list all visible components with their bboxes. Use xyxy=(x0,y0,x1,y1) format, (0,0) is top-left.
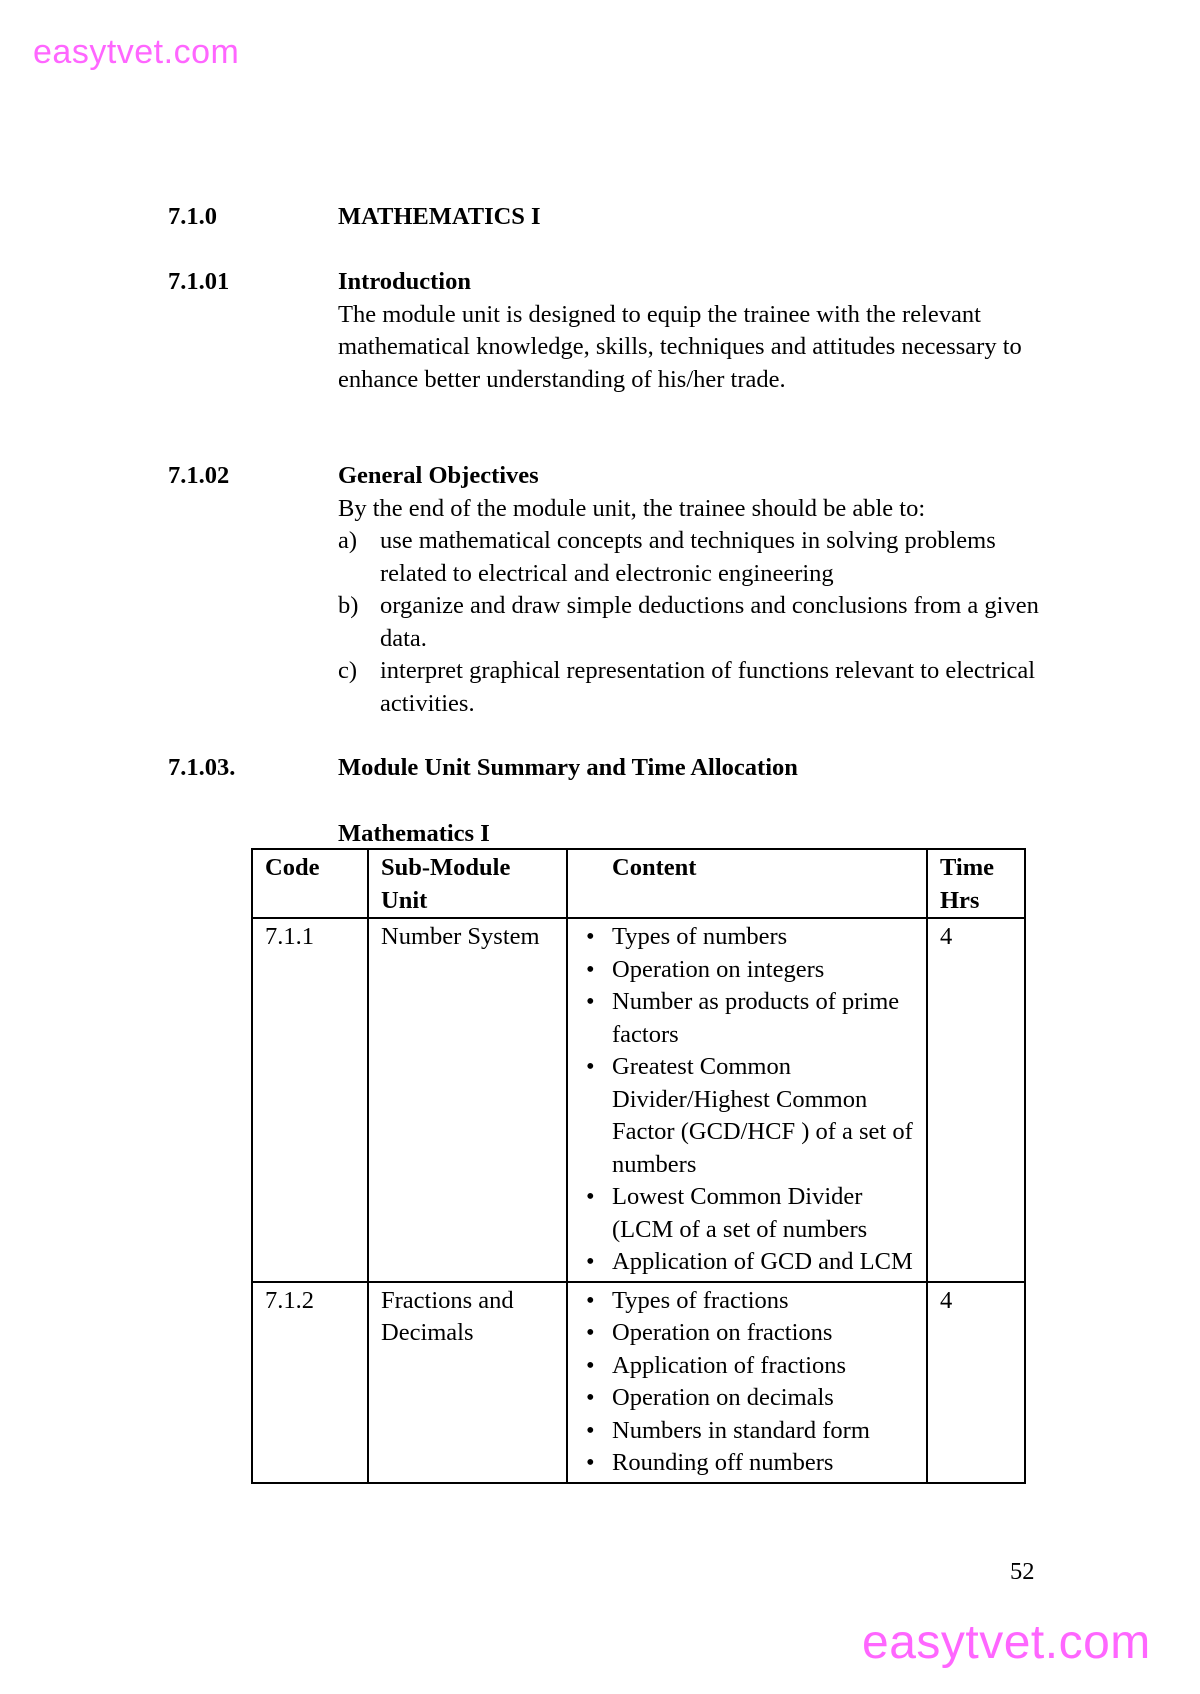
objectives-lead: By the end of the module unit, the trainee should be able to: xyxy=(338,494,926,522)
content-item: • Application of GCD and LCM xyxy=(580,1246,914,1279)
table-header-row xyxy=(252,849,1025,918)
table-row xyxy=(252,918,1025,1282)
content-item: • Operation on decimals xyxy=(580,1382,914,1415)
module-summary-table xyxy=(251,848,1026,1484)
objective-item xyxy=(338,525,1058,590)
cell-content xyxy=(567,918,927,1282)
section-title: MATHEMATICS I xyxy=(338,203,541,230)
summary-heading: Module Unit Summary and Time Allocation xyxy=(338,754,798,781)
objective-item xyxy=(338,590,1058,655)
cell-code: 7.1.2 xyxy=(252,1282,368,1483)
table-caption: Mathematics I xyxy=(338,820,490,847)
cell-time: 4 xyxy=(927,1282,1025,1483)
section-introduction xyxy=(168,266,1058,396)
objective-text: organize and draw simple deductions and conclusions from a given data. xyxy=(380,592,1039,652)
section-7-1-0 xyxy=(168,201,1058,234)
intro-text: The module unit is designed to equip the trainee with the relevant mathematical knowledge, skills, techniques and attitudes necessary to enhance better understanding of his/her trade. xyxy=(338,300,1022,393)
header-content: Content xyxy=(567,849,927,918)
content-item: • Number as products of prime factors xyxy=(580,986,914,1051)
objectives-heading: General Objectives xyxy=(338,462,539,489)
header-time: Time Hrs xyxy=(927,849,1025,918)
objective-text: use mathematical concepts and techniques in solving problems related to electrical and electronic engineering xyxy=(380,527,996,587)
summary-number: 7.1.03. xyxy=(168,754,236,781)
cell-content xyxy=(567,1282,927,1483)
section-general-objectives xyxy=(168,460,1058,720)
content-item: • Operation on fractions xyxy=(580,1317,914,1350)
content-item: • Types of fractions xyxy=(580,1285,914,1318)
objective-text: interpret graphical representation of functions relevant to electrical activities. xyxy=(380,657,1036,717)
cell-code: 7.1.1 xyxy=(252,918,368,1282)
content-item: • Rounding off numbers xyxy=(580,1447,914,1480)
objective-item xyxy=(338,655,1058,720)
cell-unit: Fractions and Decimals xyxy=(368,1282,567,1483)
cell-time: 4 xyxy=(927,918,1025,1282)
page-number: 52 xyxy=(1010,1558,1035,1585)
header-submodule: Sub-Module Unit xyxy=(368,849,567,918)
watermark-top: easytvet.com xyxy=(33,33,240,71)
section-number: 7.1.0 xyxy=(168,203,217,230)
content-item: • Lowest Common Divider (LCM of a set of numbers xyxy=(580,1181,914,1246)
content-item: • Types of numbers xyxy=(580,921,914,954)
content-item: • Application of fractions xyxy=(580,1350,914,1383)
content-item: • Operation on integers xyxy=(580,954,914,987)
watermark-bottom: easytvet.com xyxy=(862,1616,1151,1669)
content-list xyxy=(580,1285,914,1480)
content-item: • Numbers in standard form xyxy=(580,1415,914,1448)
header-code: Code xyxy=(252,849,368,918)
objectives-number: 7.1.02 xyxy=(168,462,230,489)
intro-heading: Introduction xyxy=(338,268,471,295)
section-summary xyxy=(168,752,1058,785)
objective-label: a) xyxy=(338,527,358,554)
table-row xyxy=(252,1282,1025,1483)
cell-unit: Number System xyxy=(368,918,567,1282)
objective-label: b) xyxy=(338,592,359,619)
intro-number: 7.1.01 xyxy=(168,268,230,295)
objective-label: c) xyxy=(338,657,358,684)
content-list xyxy=(580,921,914,1279)
content-item: • Greatest Common Divider/Highest Common Factor (GCD/HCF ) of a set of numbers xyxy=(580,1051,914,1181)
